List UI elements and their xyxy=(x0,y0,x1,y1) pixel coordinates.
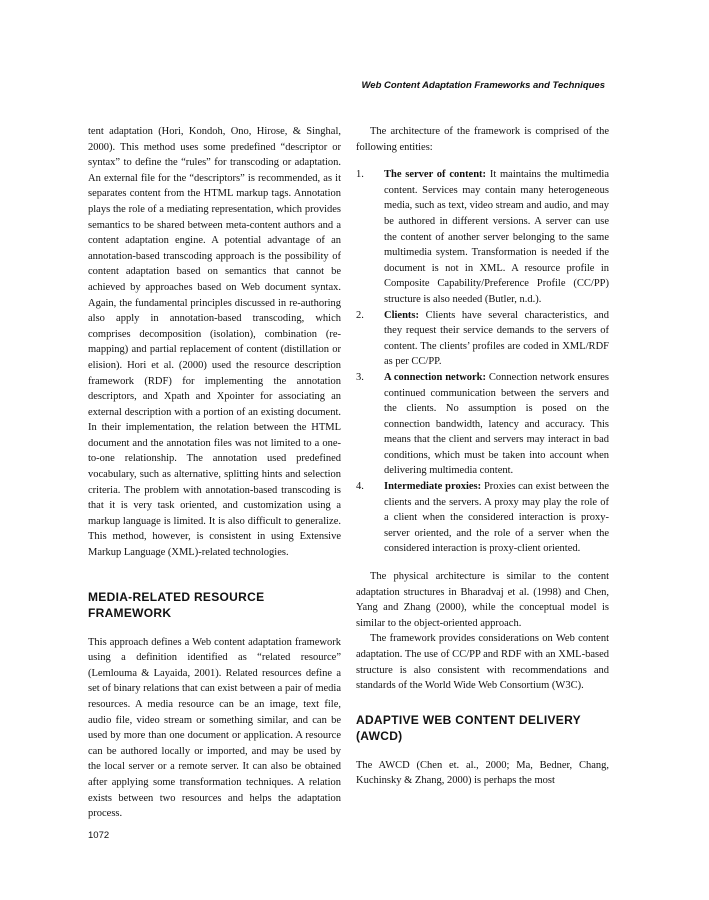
body-paragraph: The AWCD (Chen et. al., 2000; Ma, Bedner, Chang, Kuchinsky & Zhang, 2000) is perhaps the most xyxy=(356,759,609,787)
section-heading-media-related: MEDIA-RELATED RESOURCE FRAMEWORK xyxy=(88,589,265,620)
page-number: 1072 xyxy=(88,830,110,841)
list-item xyxy=(356,167,609,307)
list-term: The server of content: xyxy=(384,169,487,181)
list-item xyxy=(356,370,609,479)
list-term: Intermediate proxies: xyxy=(384,481,482,493)
running-header: Web Content Adaptation Frameworks and Techniques xyxy=(361,80,605,91)
left-column xyxy=(88,124,341,822)
body-paragraph: The physical architecture is similar to the content adaptation structures in Bharadvaj et al. (1998) and Chen, Yang and Zhang (2000), while the conceptual model is similar to the object-oriented approach. xyxy=(356,571,609,629)
body-paragraph: This approach defines a Web content adaptation framework using a definition identified as “related resource” (Lemlouma & Layaida, 2001). Related resources define a set of binary relations that can exist between a pair of media resources. A media resource can be an image, text file, audio file, video stream or something similar, and can be used by more than one document or application. A resource can be authored locally or imported, and may be used by the local server or a remote server. It can also be obtained after applying some transformation techniques. A relation exists between two resources and helps the adaptation process. xyxy=(88,636,341,820)
entity-list xyxy=(356,167,609,557)
body-paragraph: The framework provides considerations on Web content adaptation. The use of CC/PP and RDF with an XML-based structure is also consistent with recommendations and standards of the World Wide Web Consortium (W3C). xyxy=(356,633,609,692)
right-column xyxy=(356,124,609,789)
body-paragraph: The architecture of the framework is comprised of the following entities: xyxy=(356,126,609,153)
list-text: Connection network ensures continued communication between the servers and the clients. No assumption is posed on the connection bandwidth, latency and accuracy. This means that the client and servers may interact in bad conditions, which must be taken into account when delivering multimedia content. xyxy=(384,371,609,477)
list-text: Clients have several characteristics, and they request their service demands to the servers of content. The clients’ profiles are coded in XML/RDF as per CC/PP. xyxy=(384,309,609,368)
list-text: Proxies can exist between the clients and the servers. A proxy may play the role of a client when the considered interaction is proxy-server oriented, and the role of a server when the considered interaction is proxy-client oriented. xyxy=(384,481,609,555)
list-text: It maintains the multimedia content. Services may contain many heterogeneous media, such as text, video stream and audio, and may be authored in different versions. A server can use the content of another server belonging to the same multimedia system. Transformation is needed if the document is not in XML. A resource profile in Composite Capability/Preference Profile (CC/PP) structure is also needed (Butler, n.d.). xyxy=(384,169,609,305)
list-item xyxy=(356,479,609,557)
section-heading-awcd: ADAPTIVE WEB CONTENT DELIVERY (AWCD) xyxy=(356,712,581,743)
list-number: 4. xyxy=(356,481,364,493)
list-term: Clients: xyxy=(384,309,419,321)
list-number: 2. xyxy=(356,309,364,321)
body-paragraph: tent adaptation (Hori, Kondoh, Ono, Hirose, & Singhal, 2000). This method uses some predefined “descriptor or syntax” to define the “rules” for transcoding or adaptation. An external file for the “descriptors” is recommended, as it separates content from the HTML markup tags. Annotation plays the role of a mediating representation, which provides semantics to be shared between meta-content authors and a content adaptation engine. A potential advantage of an annotation-based transcoding approach is the possibility of content adaptation based on semantics that cannot be achieved by approaches based on Web document syntax. Again, the fundamental principles discussed in re-authoring also apply in annotation-based transcoding, which comprises decomposition (isolation), combination (re-mapping) and partial replacement of content (distillation or elision). Hori et al. (2000) used the resource description framework (RDF) for implementing the annotation descriptors, and Xpath and Xpointer for associating an external description with a portion of an existing document. In their implementation, the relation between the HTML document and the annotation files was not limited to a one-to-one relationship. The annotation used predefined vocabulary, such as alternative, splitting hints and selection criteria. The problem with annotation-based transcoding is that it is very task oriented, and customization using a markup language is limited. It is also difficult to generalize. This method, however, is consistent in using Extensive Markup Language (XML)-related technologies. xyxy=(88,126,341,559)
list-number: 3. xyxy=(356,371,364,383)
list-item xyxy=(356,308,609,370)
list-number: 1. xyxy=(356,169,364,181)
list-term: A connection network: xyxy=(384,371,487,383)
